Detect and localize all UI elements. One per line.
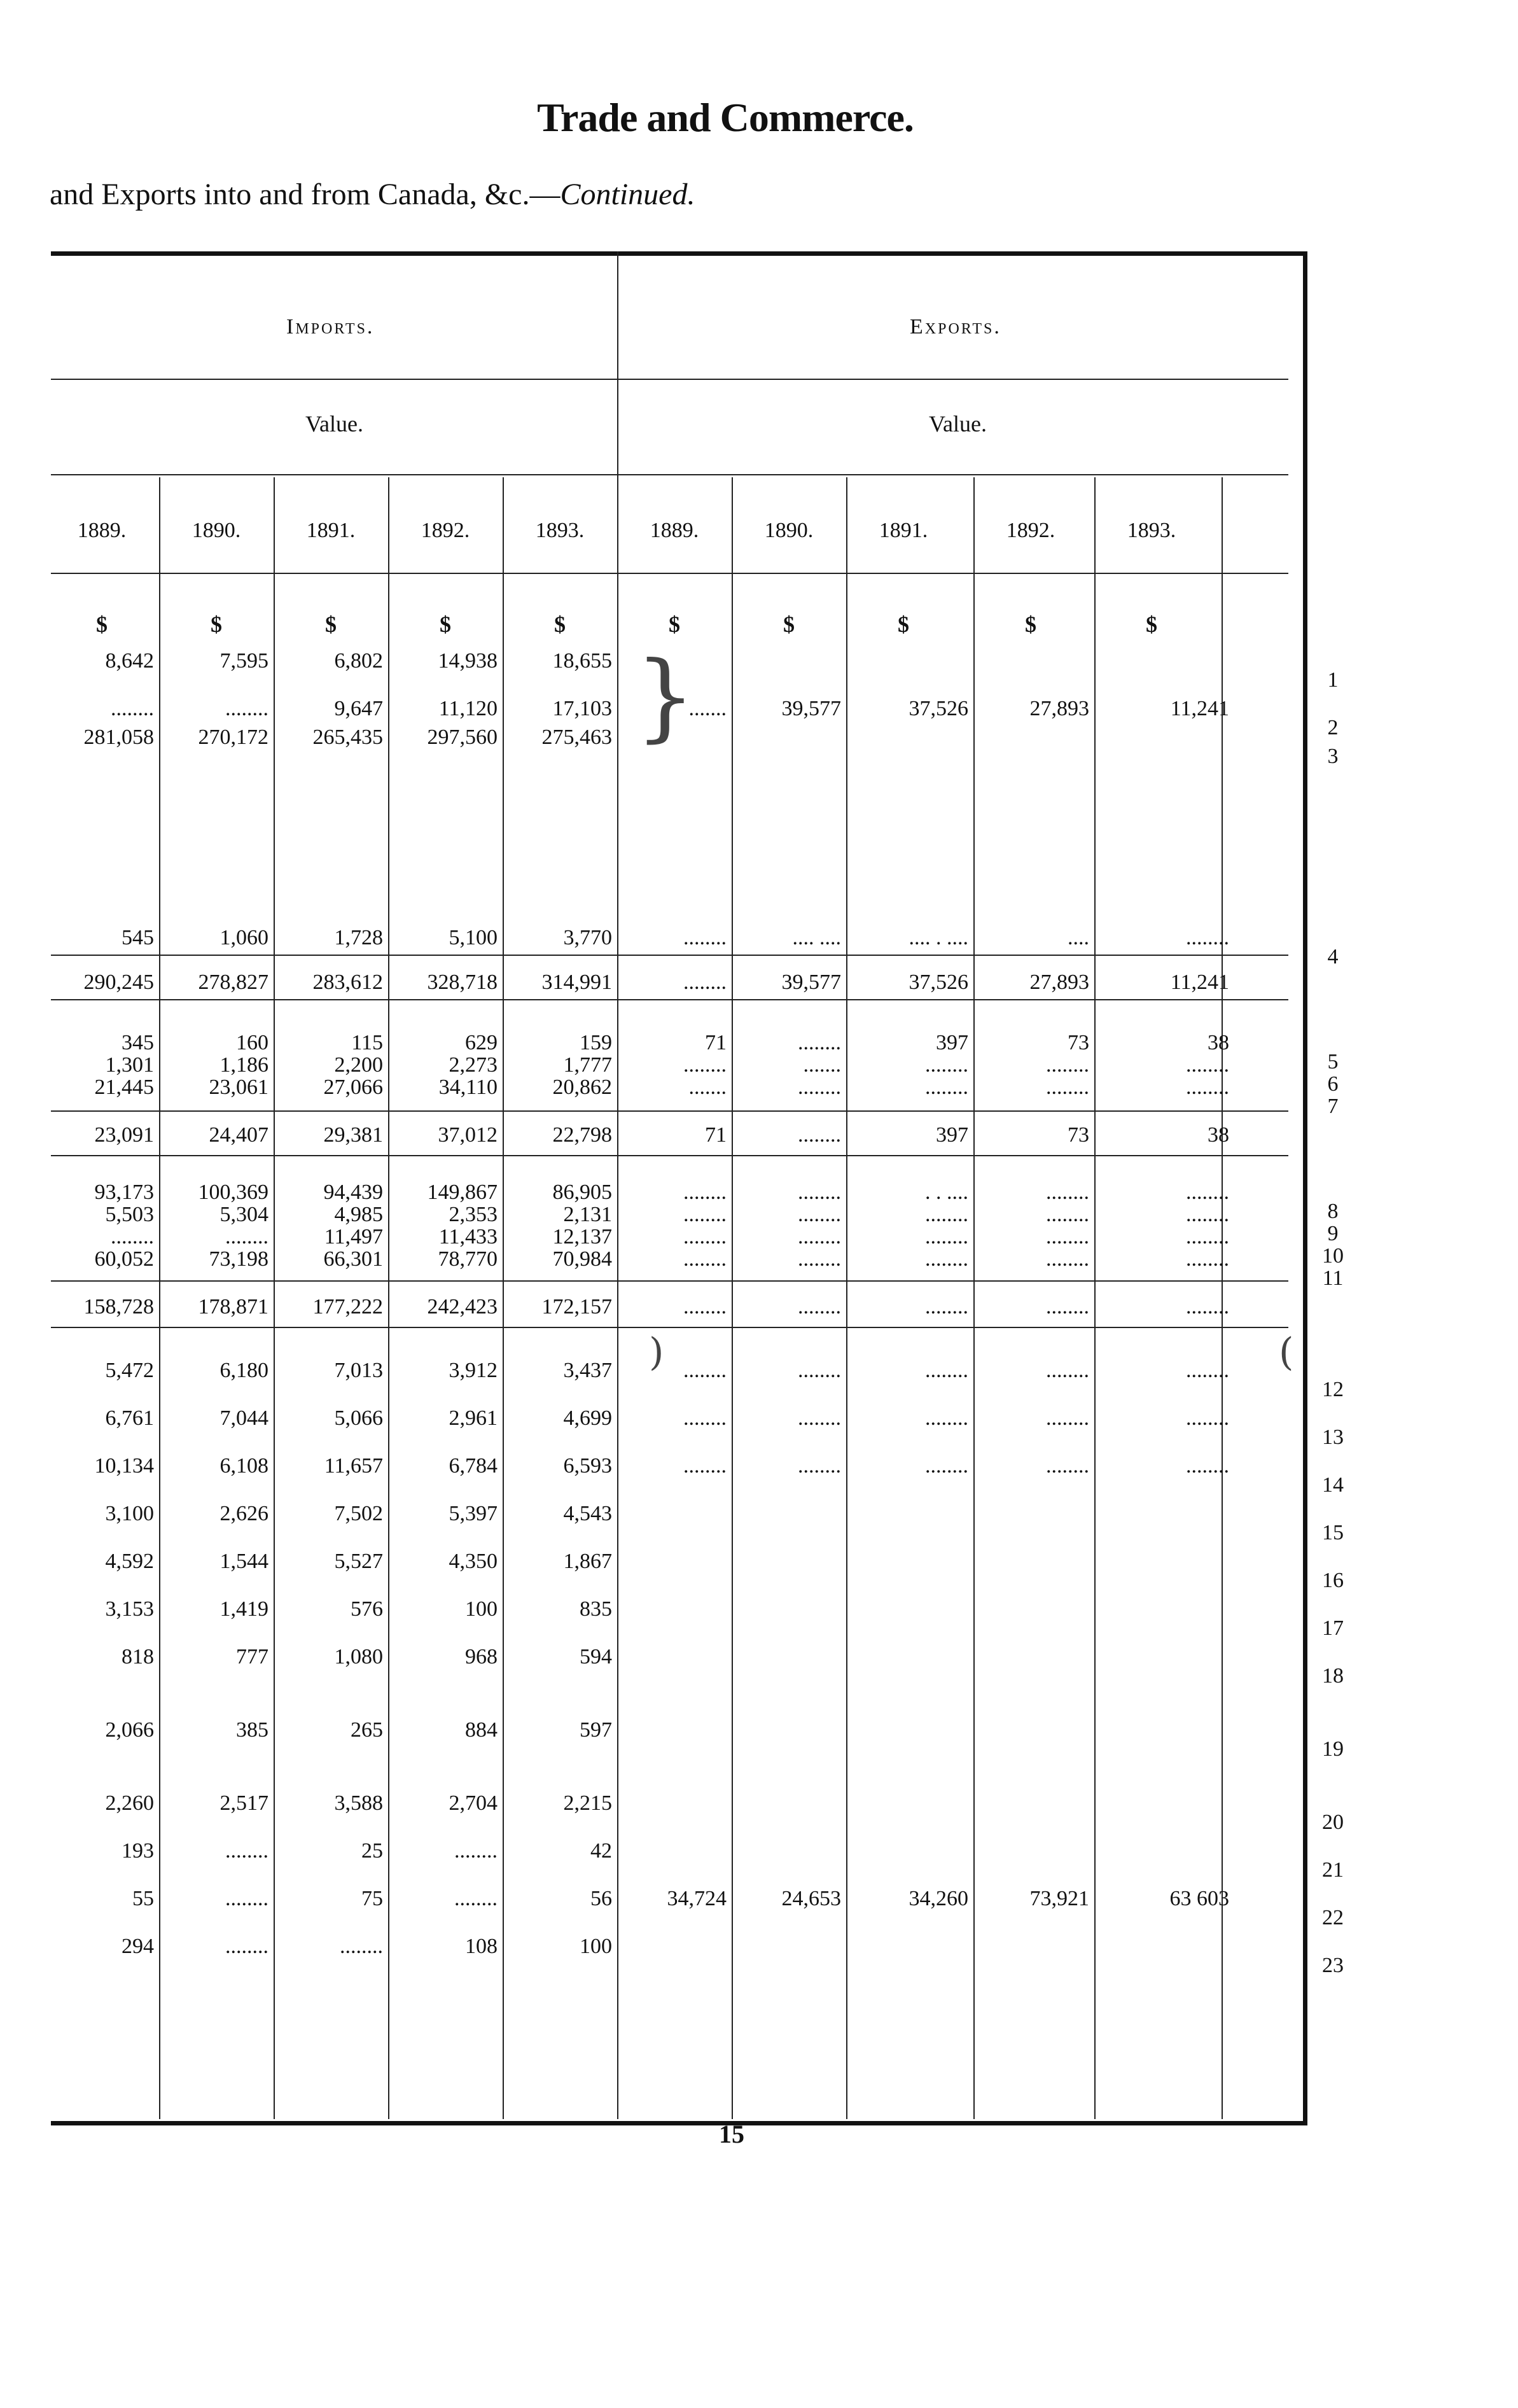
- imports-cell: 242,423: [427, 1295, 498, 1319]
- imports-cell: 158,728: [83, 1295, 154, 1319]
- imports-cell: 2,273: [449, 1053, 498, 1077]
- imports-cell: 275,463: [541, 725, 612, 749]
- imports-cell: 178,871: [198, 1295, 268, 1319]
- imports-cell: ........: [340, 1935, 383, 1958]
- exports-cell: ........: [798, 1203, 841, 1226]
- line-number-10: 10: [1322, 1244, 1344, 1268]
- exports-cell: . . ....: [925, 1180, 968, 1204]
- imports-cell: 5,527: [334, 1550, 383, 1573]
- imports-cell: 42: [590, 1839, 612, 1863]
- dollar-sign-9: $: [1025, 612, 1036, 637]
- subtotal-rule-1: [51, 955, 1288, 956]
- year-header-imports-1893: 1893.: [535, 519, 585, 542]
- exports-cell: ........: [1186, 1075, 1229, 1099]
- brace-rows-15-23: ): [649, 1330, 664, 1375]
- line-number-16: 16: [1322, 1569, 1344, 1592]
- line-number-2: 2: [1327, 716, 1339, 739]
- imports-cell: 818: [122, 1645, 154, 1669]
- exports-cell: 397: [936, 1031, 968, 1054]
- exports-cell: ........: [1186, 1295, 1229, 1319]
- imports-cell: 160: [236, 1031, 268, 1054]
- exports-cell: ........: [1046, 1075, 1089, 1099]
- exports-cell: ........: [925, 1295, 968, 1319]
- line-number-9: 9: [1327, 1222, 1339, 1245]
- imports-cell: 115: [351, 1031, 383, 1054]
- header-rule-1: [51, 379, 1288, 380]
- imports-cell: 29,381: [323, 1123, 383, 1147]
- imports-cell: ........: [111, 697, 154, 720]
- exports-cell: 71: [705, 1031, 727, 1054]
- imports-cell: 290,245: [83, 970, 154, 994]
- imports-cell: 6,108: [219, 1454, 268, 1478]
- exports-cell: ........: [1046, 1359, 1089, 1382]
- imports-cell: 12,137: [552, 1225, 612, 1249]
- page-number: 15: [719, 2120, 744, 2148]
- imports-cell: 385: [236, 1718, 268, 1742]
- exports-cell: ........: [1186, 1225, 1229, 1249]
- imports-cell: 4,543: [563, 1502, 612, 1525]
- exports-cell: .......: [803, 1053, 841, 1077]
- imports-cell: 73,198: [209, 1247, 268, 1271]
- imports-cell: 10,134: [94, 1454, 154, 1478]
- imports-cell: 345: [122, 1031, 154, 1054]
- dollar-sign-1: $: [96, 612, 108, 637]
- imports-cell: 283,612: [312, 970, 383, 994]
- imports-cell: 2,704: [449, 1791, 498, 1815]
- imports-cell: 17,103: [552, 697, 612, 720]
- trade-table: [51, 251, 1307, 2125]
- brace-right-rows-15-23: (: [1279, 1330, 1294, 1375]
- imports-cell: 545: [122, 926, 154, 949]
- imports-cell: 60,052: [94, 1247, 154, 1271]
- exports-cell: 39,577: [781, 970, 841, 994]
- line-number-5: 5: [1327, 1050, 1339, 1074]
- exports-cell: 38: [1208, 1123, 1229, 1147]
- exports-cell: 34,724: [667, 1887, 727, 1910]
- imports-cell: 629: [465, 1031, 498, 1054]
- imports-cell: 3,588: [334, 1791, 383, 1815]
- header-rule-2: [51, 474, 1288, 475]
- dollar-sign-3: $: [325, 612, 337, 637]
- imports-cell: 24,407: [209, 1123, 268, 1147]
- subtotal-rule-2: [51, 999, 1288, 1000]
- exports-cell: .... . ....: [909, 926, 968, 949]
- line-number-3: 3: [1327, 745, 1339, 768]
- imports-cell: 2,626: [219, 1502, 268, 1525]
- exports-cell: ........: [798, 1031, 841, 1054]
- imports-cell: 5,304: [219, 1203, 268, 1226]
- line-number-14: 14: [1322, 1473, 1344, 1497]
- exports-cell: ........: [1046, 1225, 1089, 1249]
- imports-cell: 78,770: [438, 1247, 498, 1271]
- exports-cell: ........: [1046, 1247, 1089, 1271]
- imports-cell: 70,984: [552, 1247, 612, 1271]
- exports-cell: ........: [1046, 1203, 1089, 1226]
- imports-cell: ........: [454, 1887, 498, 1910]
- imports-cell: 1,080: [334, 1645, 383, 1669]
- exports-cell: ........: [683, 1203, 727, 1226]
- imports-cell: 7,013: [334, 1359, 383, 1382]
- imports-cell: 149,867: [427, 1180, 498, 1204]
- exports-cell: ........: [1186, 1359, 1229, 1382]
- imports-cell: ........: [225, 697, 268, 720]
- imports-cell: 25: [361, 1839, 383, 1863]
- year-header-exports-1891: 1891.: [879, 519, 928, 542]
- imports-cell: ........: [111, 1225, 154, 1249]
- year-header-imports-1891: 1891.: [306, 519, 356, 542]
- exports-cell: 73: [1068, 1123, 1089, 1147]
- exports-cell: ........: [925, 1203, 968, 1226]
- exports-cell: ........: [1186, 1454, 1229, 1478]
- imports-cell: 3,153: [105, 1597, 154, 1621]
- exports-cell: ........: [925, 1454, 968, 1478]
- exports-cell: ........: [798, 1247, 841, 1271]
- imports-cell: 11,497: [324, 1225, 383, 1249]
- imports-cell: 1,867: [563, 1550, 612, 1573]
- imports-cell: 265,435: [312, 725, 383, 749]
- imports-cell: 22,798: [552, 1123, 612, 1147]
- line-number-12: 12: [1322, 1378, 1344, 1401]
- imports-cell: 5,066: [334, 1406, 383, 1430]
- line-number-4: 4: [1327, 945, 1339, 969]
- exports-cell: ........: [798, 1225, 841, 1249]
- imports-cell: 5,100: [449, 926, 498, 949]
- exports-cell: ........: [1186, 1203, 1229, 1226]
- imports-cell: 6,180: [219, 1359, 268, 1382]
- exports-cell: .... ....: [792, 926, 841, 949]
- exports-cell: ........: [925, 1075, 968, 1099]
- imports-cell: 94,439: [323, 1180, 383, 1204]
- line-number-19: 19: [1322, 1737, 1344, 1761]
- imports-cell: 4,699: [563, 1406, 612, 1430]
- exports-cell: 397: [936, 1123, 968, 1147]
- exports-cell: 27,893: [1029, 697, 1089, 720]
- exports-cell: ........: [1046, 1180, 1089, 1204]
- column-rule-9: [1094, 477, 1096, 2119]
- exports-cell: ........: [683, 1295, 727, 1319]
- imports-cell: ........: [225, 1225, 268, 1249]
- imports-cell: 66,301: [323, 1247, 383, 1271]
- table-right-rule: [1303, 251, 1307, 2125]
- imports-cell: 7,044: [219, 1406, 268, 1430]
- exports-cell: ........: [1046, 1053, 1089, 1077]
- exports-cell: ........: [683, 1225, 727, 1249]
- exports-cell: ........: [683, 1053, 727, 1077]
- imports-cell: 6,593: [563, 1454, 612, 1478]
- imports-cell: 75: [361, 1887, 383, 1910]
- imports-cell: 55: [132, 1887, 154, 1910]
- line-number-18: 18: [1322, 1664, 1344, 1688]
- imports-cell: 1,544: [219, 1550, 268, 1573]
- exports-cell: ........: [1046, 1295, 1089, 1319]
- imports-cell: 11,657: [324, 1454, 383, 1478]
- imports-cell: 8,642: [105, 649, 154, 673]
- exports-cell: ........: [925, 1247, 968, 1271]
- year-header-exports-1892: 1892.: [1006, 519, 1055, 542]
- line-number-20: 20: [1322, 1810, 1344, 1834]
- dollar-sign-5: $: [554, 612, 566, 637]
- page-subtitle: [50, 177, 695, 212]
- exports-cell: ........: [683, 1247, 727, 1271]
- imports-cell: 4,592: [105, 1550, 154, 1573]
- exports-cell: .......: [688, 1075, 727, 1099]
- imports-cell: 270,172: [198, 725, 268, 749]
- imports-cell: 3,770: [563, 926, 612, 949]
- imports-cell: 86,905: [552, 1180, 612, 1204]
- imports-cell: ........: [225, 1839, 268, 1863]
- exports-cell: ........: [1186, 1406, 1229, 1430]
- imports-cell: 4,350: [449, 1550, 498, 1573]
- imports-cell: 297,560: [427, 725, 498, 749]
- imports-cell: 1,777: [563, 1053, 612, 1077]
- imports-cell: 576: [351, 1597, 383, 1621]
- dollar-sign-8: $: [898, 612, 909, 637]
- imports-cell: 193: [122, 1839, 154, 1863]
- exports-cell: ........: [683, 1454, 727, 1478]
- imports-cell: 594: [580, 1645, 612, 1669]
- exports-cell: 73,921: [1029, 1887, 1089, 1910]
- imports-cell: 2,131: [563, 1203, 612, 1226]
- dollar-sign-7: $: [783, 612, 795, 637]
- imports-cell: ........: [454, 1839, 498, 1863]
- line-number-6: 6: [1327, 1072, 1339, 1096]
- column-rule-7: [846, 477, 847, 2119]
- dollar-sign-10: $: [1146, 612, 1157, 637]
- dollar-sign-2: $: [211, 612, 222, 637]
- imports-cell: 56: [590, 1887, 612, 1910]
- imports-cell: 1,419: [219, 1597, 268, 1621]
- subtitle-continued: Continued.: [560, 178, 695, 211]
- imports-cell: 159: [580, 1031, 612, 1054]
- exports-cell: ........: [683, 926, 727, 949]
- exports-cell: ........: [798, 1123, 841, 1147]
- line-number-17: 17: [1322, 1616, 1344, 1640]
- year-header-exports-1890: 1890.: [764, 519, 814, 542]
- exports-cell: ....: [1068, 926, 1089, 949]
- imports-cell: 2,215: [563, 1791, 612, 1815]
- imports-cell: 177,222: [312, 1295, 383, 1319]
- imports-cell: 3,100: [105, 1502, 154, 1525]
- imports-cell: 835: [580, 1597, 612, 1621]
- imports-cell: 3,912: [449, 1359, 498, 1382]
- exports-cell: 27,893: [1029, 970, 1089, 994]
- exports-cell: ........: [1046, 1454, 1089, 1478]
- dollar-sign-6: $: [669, 612, 680, 637]
- exports-cell: ........: [925, 1359, 968, 1382]
- imports-cell: 34,110: [438, 1075, 498, 1099]
- exports-cell: 63 603: [1169, 1887, 1229, 1910]
- imports-heading: Imports.: [286, 315, 375, 339]
- imports-value-heading: Value.: [305, 411, 363, 437]
- imports-cell: ........: [225, 1887, 268, 1910]
- line-number-11: 11: [1322, 1266, 1344, 1290]
- brace-rows-1-3: }: [635, 641, 696, 752]
- exports-value-heading: Value.: [929, 411, 987, 437]
- line-number-21: 21: [1322, 1858, 1344, 1882]
- line-number-7: 7: [1327, 1095, 1339, 1118]
- exports-cell: ........: [683, 970, 727, 994]
- imports-cell: 2,260: [105, 1791, 154, 1815]
- imports-cell: 100: [580, 1935, 612, 1958]
- subtitle-text: and Exports into and from Canada, &c.—: [50, 178, 561, 211]
- imports-cell: 20,862: [552, 1075, 612, 1099]
- exports-cell: 37,526: [909, 697, 968, 720]
- year-header-exports-1893: 1893.: [1127, 519, 1176, 542]
- dollar-sign-4: $: [440, 612, 451, 637]
- exports-cell: ........: [798, 1454, 841, 1478]
- year-header-imports-1889: 1889.: [77, 519, 127, 542]
- imports-cell: 100: [465, 1597, 498, 1621]
- exports-cell: ........: [925, 1225, 968, 1249]
- imports-cell: 597: [580, 1718, 612, 1742]
- exports-cell: ........: [1186, 926, 1229, 949]
- imports-cell: 6,784: [449, 1454, 498, 1478]
- year-header-exports-1889: 1889.: [650, 519, 699, 542]
- imports-cell: 5,503: [105, 1203, 154, 1226]
- imports-cell: 1,728: [334, 926, 383, 949]
- exports-cell: ........: [798, 1406, 841, 1430]
- exports-cell: 38: [1208, 1031, 1229, 1054]
- imports-cell: 328,718: [427, 970, 498, 994]
- exports-cell: 37,526: [909, 970, 968, 994]
- imports-cell: 2,200: [334, 1053, 383, 1077]
- imports-cell: 11,433: [438, 1225, 498, 1249]
- imports-cell: 7,595: [219, 649, 268, 673]
- line-number-22: 22: [1322, 1906, 1344, 1929]
- subtotal-rule-6: [51, 1327, 1288, 1328]
- exports-cell: ........: [683, 1180, 727, 1204]
- imports-cell: 9,647: [334, 697, 383, 720]
- exports-cell: 73: [1068, 1031, 1089, 1054]
- imports-cell: 294: [122, 1935, 154, 1958]
- imports-cell: 6,761: [105, 1406, 154, 1430]
- exports-cell: ........: [683, 1359, 727, 1382]
- exports-cell: 11,241: [1170, 970, 1229, 994]
- year-header-imports-1890: 1890.: [191, 519, 241, 542]
- exports-cell: 24,653: [781, 1887, 841, 1910]
- imports-cell: 777: [236, 1645, 268, 1669]
- exports-cell: 39,577: [781, 697, 841, 720]
- imports-cell: 6,802: [334, 649, 383, 673]
- exports-cell: ........: [683, 1406, 727, 1430]
- imports-cell: 884: [465, 1718, 498, 1742]
- imports-cell: 2,066: [105, 1718, 154, 1742]
- imports-cell: 100,369: [198, 1180, 268, 1204]
- subtotal-rule-5: [51, 1280, 1288, 1282]
- exports-cell: ........: [798, 1180, 841, 1204]
- header-rule-3: [51, 573, 1288, 574]
- subtotal-rule-3: [51, 1110, 1288, 1112]
- exports-cell: ........: [1186, 1180, 1229, 1204]
- imports-cell: 14,938: [438, 649, 498, 673]
- imports-cell: 23,061: [209, 1075, 268, 1099]
- imports-cell: 37,012: [438, 1123, 498, 1147]
- imports-cell: 281,058: [83, 725, 154, 749]
- imports-cell: 93,173: [94, 1180, 154, 1204]
- imports-cell: 21,445: [94, 1075, 154, 1099]
- imports-cell: 11,120: [438, 697, 498, 720]
- imports-cell: 2,961: [449, 1406, 498, 1430]
- exports-cell: ........: [1046, 1406, 1089, 1430]
- imports-cell: 265: [351, 1718, 383, 1742]
- imports-cell: 27,066: [323, 1075, 383, 1099]
- table-bottom-rule: [51, 2121, 1307, 2125]
- imports-cell: 172,157: [541, 1295, 612, 1319]
- line-number-1: 1: [1327, 668, 1339, 692]
- imports-cell: 314,991: [541, 970, 612, 994]
- imports-cell: 3,437: [563, 1359, 612, 1382]
- exports-cell: .......: [688, 697, 727, 720]
- exports-cell: ........: [798, 1075, 841, 1099]
- exports-cell: ........: [1186, 1247, 1229, 1271]
- imports-cell: 968: [465, 1645, 498, 1669]
- imports-cell: 2,517: [219, 1791, 268, 1815]
- exports-cell: ........: [798, 1359, 841, 1382]
- imports-cell: 1,060: [219, 926, 268, 949]
- line-number-23: 23: [1322, 1954, 1344, 1977]
- imports-cell: 23,091: [94, 1123, 154, 1147]
- imports-cell: 278,827: [198, 970, 268, 994]
- exports-cell: 11,241: [1170, 697, 1229, 720]
- line-number-8: 8: [1327, 1200, 1339, 1223]
- imports-cell: 5,397: [449, 1502, 498, 1525]
- imports-cell: 1,301: [105, 1053, 154, 1077]
- imports-cell: 4,985: [334, 1203, 383, 1226]
- table-top-rule: [51, 251, 1307, 256]
- line-number-15: 15: [1322, 1521, 1344, 1544]
- line-number-13: 13: [1322, 1425, 1344, 1449]
- imports-cell: 2,353: [449, 1203, 498, 1226]
- page-title: Trade and Commerce.: [537, 95, 914, 140]
- exports-cell: ........: [925, 1406, 968, 1430]
- exports-cell: 34,260: [909, 1887, 968, 1910]
- imports-cell: 5,472: [105, 1359, 154, 1382]
- year-header-imports-1892: 1892.: [421, 519, 470, 542]
- imports-cell: 7,502: [334, 1502, 383, 1525]
- exports-cell: ........: [798, 1295, 841, 1319]
- exports-cell: ........: [925, 1053, 968, 1077]
- imports-cell: 18,655: [552, 649, 612, 673]
- exports-heading: Exports.: [910, 315, 1001, 339]
- imports-cell: 1,186: [219, 1053, 268, 1077]
- column-rule-8: [973, 477, 975, 2119]
- imports-cell: ........: [225, 1935, 268, 1958]
- exports-cell: ........: [1186, 1053, 1229, 1077]
- exports-cell: 71: [705, 1123, 727, 1147]
- imports-cell: 108: [465, 1935, 498, 1958]
- subtotal-rule-4: [51, 1155, 1288, 1156]
